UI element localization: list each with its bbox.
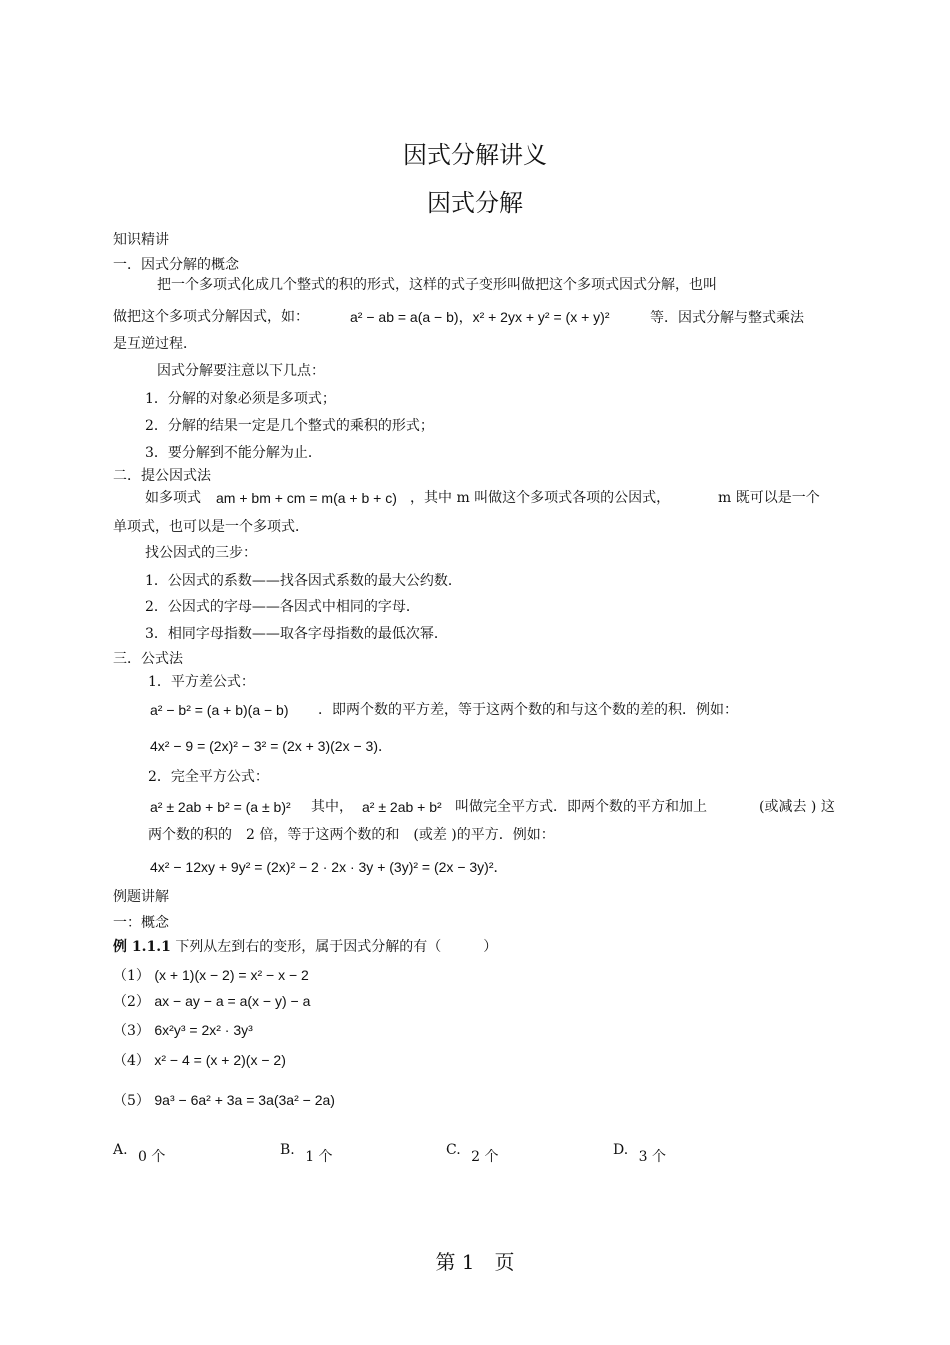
section2-paragraph-3: 找公因式的三步： bbox=[145, 545, 257, 561]
difference-of-squares-example: 4x² − 9 = (2x)² − 3² = (2x + 3)(2x − 3)． bbox=[150, 738, 392, 754]
list-item: 1．公因式的系数——找各因式系数的最大公约数． bbox=[145, 573, 462, 589]
examples-heading: 例题讲解 bbox=[113, 889, 169, 905]
difference-of-squares-explanation: ．即两个数的平方差，等于这两个数的和与这个数的差的积．例如： bbox=[318, 702, 738, 718]
concept-heading: 一：概念 bbox=[113, 915, 169, 931]
page-footer: 第 1 页 bbox=[435, 1250, 515, 1274]
perfect-square-text-a: 其中， bbox=[311, 799, 353, 815]
option-letter: A. bbox=[113, 1142, 128, 1158]
option-text: 1 个 bbox=[305, 1149, 333, 1165]
option-d bbox=[613, 1139, 666, 1165]
list-item: 3．相同字母指数——取各字母指数的最低次幂． bbox=[145, 626, 448, 642]
perfect-square-text-b: 叫做完全平方式．即两个数的平方和加上 bbox=[455, 799, 707, 815]
option-a bbox=[113, 1139, 166, 1165]
option-text: 2 个 bbox=[471, 1149, 499, 1165]
subsection-difference-of-squares: 1．平方差公式： bbox=[148, 674, 255, 690]
perfect-square-text-line2: 两个数的积的 2 倍，等于这两个数的和 (或差 )的平方．例如： bbox=[148, 827, 555, 843]
example-question-text: 下列从左到右的变形，属于因式分解的有（ ） bbox=[175, 939, 498, 955]
list-item: 1．分解的对象必须是多项式； bbox=[145, 391, 336, 407]
section-title: 因式分解 bbox=[427, 189, 523, 217]
example-item bbox=[113, 1021, 253, 1040]
item-formula: ax − ay − a = a(x − y) − a bbox=[154, 993, 311, 1009]
subsection-perfect-square: 2．完全平方公式： bbox=[148, 769, 269, 785]
formula-example-1: a² − ab = a(a − b)，x² + 2yx + y² = (x + y)² bbox=[350, 309, 610, 325]
option-letter: D. bbox=[613, 1142, 629, 1158]
section2-paragraph-1b: ，其中 m 叫做这个多项式各项的公因式， bbox=[410, 490, 671, 506]
section1-heading: 一．因式分解的概念 bbox=[113, 257, 239, 273]
section1-paragraph-1: 把一个多项式化成几个整式的积的形式，这样的式子变形叫做把这个多项式因式分解，也叫 bbox=[157, 277, 717, 293]
section1-paragraph-4: 因式分解要注意以下几点： bbox=[157, 363, 325, 379]
example-item bbox=[113, 966, 309, 985]
item-number: （4） bbox=[113, 1053, 150, 1069]
perfect-square-example: 4x² − 12xy + 9y² = (2x)² − 2 · 2x · 3y + (3y)² = (2x − 3y)²． bbox=[150, 859, 508, 875]
section3-heading: 三．公式法 bbox=[113, 651, 183, 667]
section1-paragraph-2-tail: 等．因式分解与整式乘法 bbox=[650, 310, 804, 326]
item-formula: x² − 4 = (x + 2)(x − 2) bbox=[154, 1052, 286, 1068]
example-question bbox=[113, 938, 497, 956]
option-c bbox=[446, 1139, 499, 1165]
item-number: （3） bbox=[113, 1023, 150, 1039]
formula-difference-of-squares: a² − b² = (a + b)(a − b) bbox=[150, 702, 289, 718]
item-number: （5） bbox=[113, 1093, 150, 1109]
list-item: 3．要分解到不能分解为止． bbox=[145, 445, 322, 461]
section1-paragraph-3: 是互逆过程． bbox=[113, 336, 197, 352]
formula-perfect-square: a² ± 2ab + b² = (a ± b)² bbox=[150, 799, 291, 815]
option-b bbox=[280, 1139, 333, 1165]
formula-perfect-square-trinomial: a² ± 2ab + b² bbox=[362, 799, 442, 815]
option-text: 0 个 bbox=[138, 1149, 166, 1165]
option-text: 3 个 bbox=[638, 1149, 666, 1165]
section1-paragraph-2: 做把这个多项式分解因式，如： bbox=[113, 309, 309, 325]
option-letter: C. bbox=[446, 1142, 461, 1158]
item-formula: 9a³ − 6a² + 3a = 3a(3a² − 2a) bbox=[154, 1092, 335, 1108]
section2-paragraph-1a: 如多项式 bbox=[145, 490, 201, 506]
option-letter: B. bbox=[280, 1142, 295, 1158]
list-item: 2．分解的结果一定是几个整式的乘积的形式； bbox=[145, 418, 434, 434]
example-label: 例 1.1.1 bbox=[113, 939, 171, 955]
knowledge-heading: 知识精讲 bbox=[113, 232, 169, 248]
item-number: （1） bbox=[113, 968, 150, 984]
section2-heading: 二．提公因式法 bbox=[113, 468, 211, 484]
list-item: 2．公因式的字母——各因式中相同的字母． bbox=[145, 599, 420, 615]
document-title: 因式分解讲义 bbox=[403, 141, 547, 169]
formula-common-factor: am + bm + cm = m(a + b + c) bbox=[216, 490, 397, 506]
item-formula: (x + 1)(x − 2) = x² − x − 2 bbox=[154, 967, 309, 983]
example-item bbox=[113, 1091, 335, 1110]
example-item bbox=[113, 1051, 286, 1070]
section2-paragraph-2: 单项式，也可以是一个多项式． bbox=[113, 519, 309, 535]
perfect-square-text-c: (或减去 ) 这 bbox=[759, 799, 835, 815]
example-item bbox=[113, 992, 310, 1011]
item-formula: 6x²y³ = 2x² · 3y³ bbox=[154, 1022, 253, 1038]
section2-paragraph-1c: m 既可以是一个 bbox=[718, 490, 820, 506]
item-number: （2） bbox=[113, 994, 150, 1010]
